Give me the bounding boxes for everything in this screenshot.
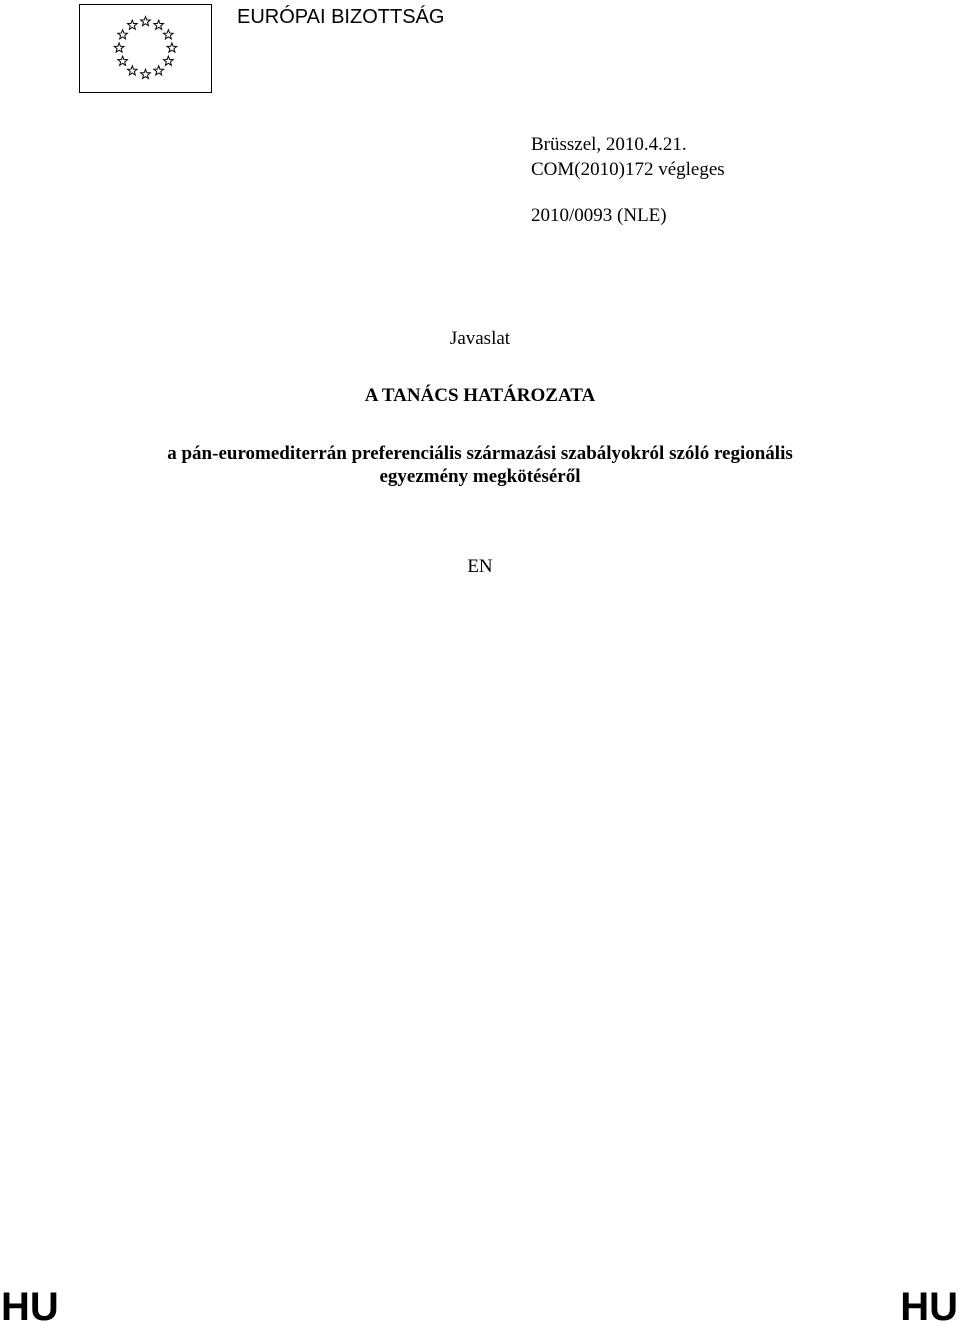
document-title: A TANÁCS HATÁROZATA: [364, 385, 596, 406]
flag-star-icon: [114, 43, 124, 52]
footer-language-right: HU: [900, 1285, 958, 1329]
flag-star-icon: [154, 20, 164, 29]
com-reference: COM(2010)172 végleges: [531, 159, 725, 180]
institution-name: EURÓPAI BIZOTTSÁG: [237, 6, 445, 28]
flag-star-icon: [118, 56, 128, 65]
eu-flag-stars-icon: [80, 5, 211, 92]
eu-flag-logo: [79, 4, 212, 93]
place-date: Brüsszel, 2010.4.21.: [531, 134, 687, 155]
document-subject: [0, 442, 960, 488]
flag-star-icon: [141, 17, 151, 26]
flag-star-icon: [154, 66, 164, 75]
flag-star-icon: [127, 20, 137, 29]
flag-star-icon: [164, 56, 174, 65]
procedure-number: 2010/0093 (NLE): [531, 205, 667, 226]
footer-language-left: HU: [1, 1285, 59, 1329]
flag-star-icon: [141, 69, 151, 78]
flag-star-icon: [167, 43, 177, 52]
language-version: EN: [467, 556, 493, 577]
flag-star-icon: [164, 30, 174, 39]
document-subject-line-1: a pán-euromediterrán preferenciális származási szabályokról szóló regionális: [167, 443, 793, 464]
document-subject-line-2: egyezmény megkötéséről: [379, 466, 581, 487]
document-type: Javaslat: [449, 328, 511, 349]
flag-star-icon: [118, 30, 128, 39]
flag-star-icon: [127, 66, 137, 75]
